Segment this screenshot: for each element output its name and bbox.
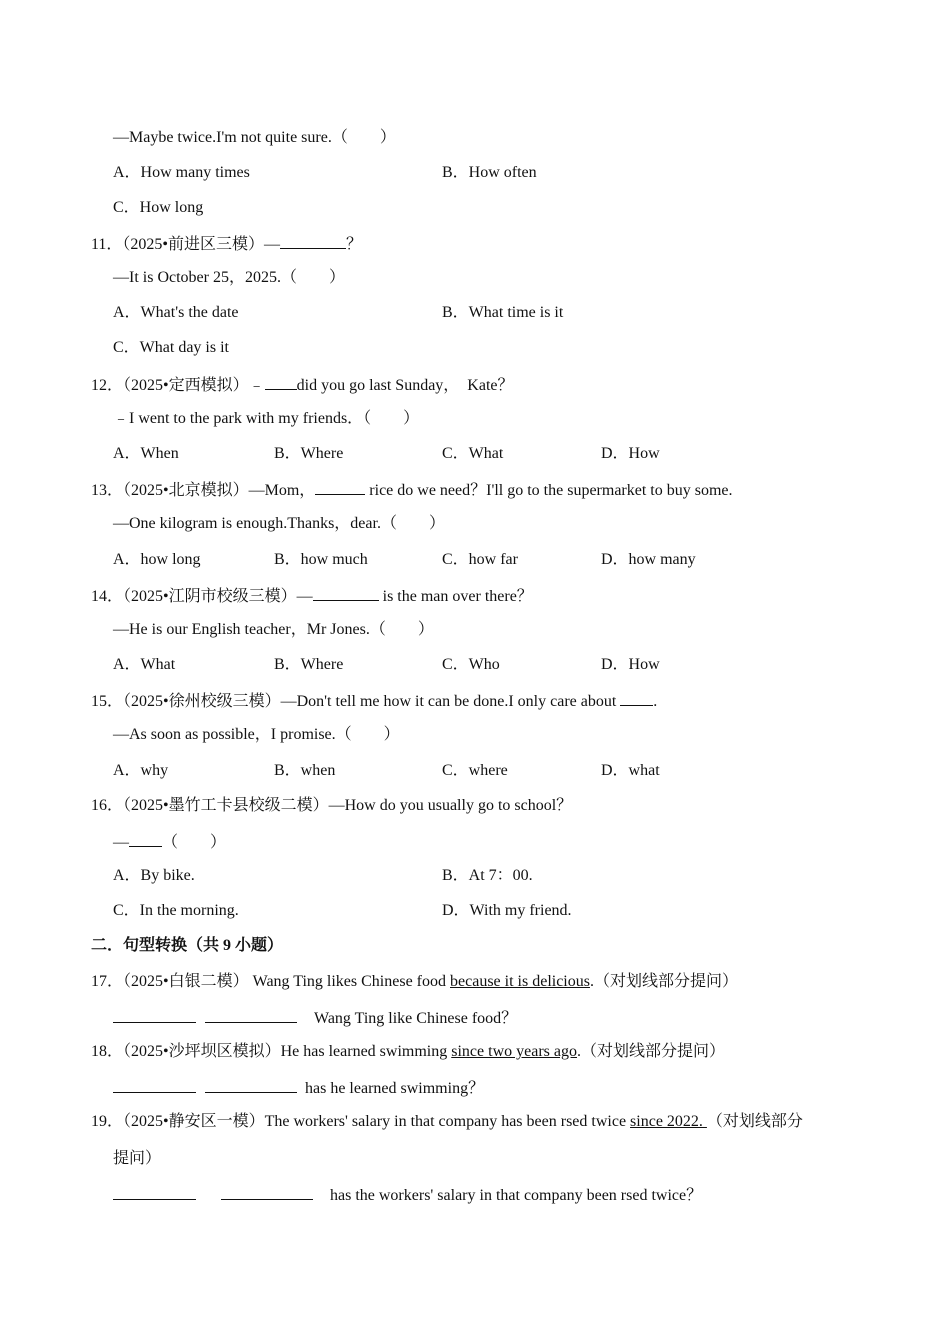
q13-answer-line: —One kilogram is enough.Thanks，dear.（ ） [113,515,445,532]
q12-option-a[interactable]: A．When [113,445,179,462]
q16-option-d[interactable]: D．With my friend. [442,902,572,919]
q14-option-b[interactable]: B．Where [274,656,344,673]
q14-answer-line: —He is our English teacher，Mr Jones.（ ） [113,621,434,638]
q16-answer-line [113,831,226,853]
q17-underlined-part: because it is delicious [450,973,590,990]
q16-stem [91,796,572,816]
q12-answer-line: ﹣I went to the park with my friends．（ ） [113,410,420,427]
q12-stem-start: （2025•定西模拟）﹣ [123,377,265,394]
q16-option-a[interactable]: A．By bike. [113,867,195,884]
q10-option-c[interactable]: C．How long [113,199,204,216]
q18-answer-line [113,1077,484,1099]
q18-underlined-part: since two years ago [451,1043,577,1060]
q11-option-a[interactable]: A．What's the date [113,304,239,321]
q16-stem-text: （2025•墨竹工卡县校级二模）—How do you usually go to school？ [123,797,573,814]
q12-option-d[interactable]: D．How [601,445,660,462]
q11-stem-end: ？ [346,236,363,253]
q18-blank-2[interactable] [205,1077,297,1093]
q14-number: 14． [91,588,124,605]
q19-blank-2[interactable] [221,1184,313,1200]
section-2-title: 二．句型转换（共 9 小题） [91,937,284,954]
q19-number: 19． [91,1113,124,1130]
q18-blank-1[interactable] [113,1077,196,1093]
q15-option-b[interactable]: B．when [274,762,336,779]
q18-number: 18． [91,1043,124,1060]
q19-stem-end: （对划线部分 [706,1113,803,1130]
q16-option-b[interactable]: B．At 7：00. [442,867,533,884]
q17-answer-end: Wang Ting like Chinese food？ [314,1010,518,1027]
q15-number: 15． [91,693,124,710]
q13-option-d[interactable]: D．how many [601,551,696,568]
q15-blank[interactable] [620,690,653,706]
q15-answer-line: —As soon as possible，I promise.（ ） [113,726,400,743]
q11-source: （2025•前进区三模）— [122,236,281,253]
q15-stem-start: （2025•徐州校级三模）—Don't tell me how it can be done.I only care about [123,693,621,710]
q19-underlined-part: since 2022. [630,1113,707,1130]
q18-answer-end: has he learned swimming？ [305,1080,485,1097]
q19-stem [91,1112,803,1132]
q17-blank-2[interactable] [205,1007,297,1023]
q18-stem-end: .（对划线部分提问） [576,1043,725,1060]
q17-answer-line [113,1007,517,1029]
q13-option-a[interactable]: A．how long [113,551,201,568]
q19-answer-end: has the workers' salary in that company been rsed twice？ [330,1187,703,1204]
q12-stem [91,374,514,396]
q17-blank-1[interactable] [113,1007,196,1023]
q17-stem [91,972,738,992]
q15-stem [91,690,657,712]
q10-answer-line: —Maybe twice.I'm not quite sure.（ ） [113,129,396,146]
q13-stem [91,479,733,501]
q11-blank[interactable] [280,233,346,249]
q19-stem-start: （2025•静安区一模）The workers' salary in that company has been rsed twice [123,1113,631,1130]
q12-stem-end: did you go last Sunday， Kate？ [296,377,514,394]
q11-answer-line: —It is October 25，2025.（ ） [113,269,345,286]
q10-option-a[interactable]: A．How many times [113,164,250,181]
q18-stem [91,1042,725,1062]
q16-number: 16． [91,797,124,814]
q13-stem-start: （2025•北京模拟）—Mom， [123,482,316,499]
q14-stem-start: （2025•江阴市校级三模）— [123,588,313,605]
q16-blank[interactable] [129,831,162,847]
q19-blank-1[interactable] [113,1184,196,1200]
q19-stem-continued: 提问） [113,1150,162,1167]
q14-stem [91,585,533,607]
q18-stem-start: （2025•沙坪坝区模拟）He has learned swimming [123,1043,452,1060]
q19-answer-line [113,1184,702,1206]
q12-blank[interactable] [265,374,297,390]
q14-option-c[interactable]: C．Who [442,656,500,673]
q12-number: 12． [91,377,124,394]
q14-blank[interactable] [313,585,379,601]
q16-option-c[interactable]: C．In the morning. [113,902,239,919]
q15-stem-end: . [653,693,658,710]
q11-stem [91,233,362,255]
q17-stem-end: .（对划线部分提问） [589,973,738,990]
q14-option-a[interactable]: A．What [113,656,176,673]
q10-option-b[interactable]: B．How often [442,164,537,181]
q13-blank[interactable] [315,479,365,495]
q15-option-a[interactable]: A．why [113,762,169,779]
q12-option-b[interactable]: B．Where [274,445,344,462]
q11-number: 11． [91,236,123,253]
q15-option-c[interactable]: C．where [442,762,508,779]
q13-number: 13． [91,482,124,499]
q12-option-c[interactable]: C．What [442,445,504,462]
q16-answer-end: （ ） [162,834,227,851]
q15-option-d[interactable]: D．what [601,762,660,779]
q17-stem-start: （2025•白银二模） Wang Ting likes Chinese food [123,973,451,990]
q13-option-c[interactable]: C．how far [442,551,518,568]
q14-stem-end: is the man over there？ [378,588,533,605]
q11-option-b[interactable]: B．What time is it [442,304,564,321]
q17-number: 17． [91,973,124,990]
q11-option-c[interactable]: C．What day is it [113,339,229,356]
q13-stem-end: rice do we need？I'll go to the supermarket to buy some. [365,482,733,499]
q13-option-b[interactable]: B．how much [274,551,368,568]
q14-option-d[interactable]: D．How [601,656,660,673]
q16-answer-start: — [113,834,129,851]
